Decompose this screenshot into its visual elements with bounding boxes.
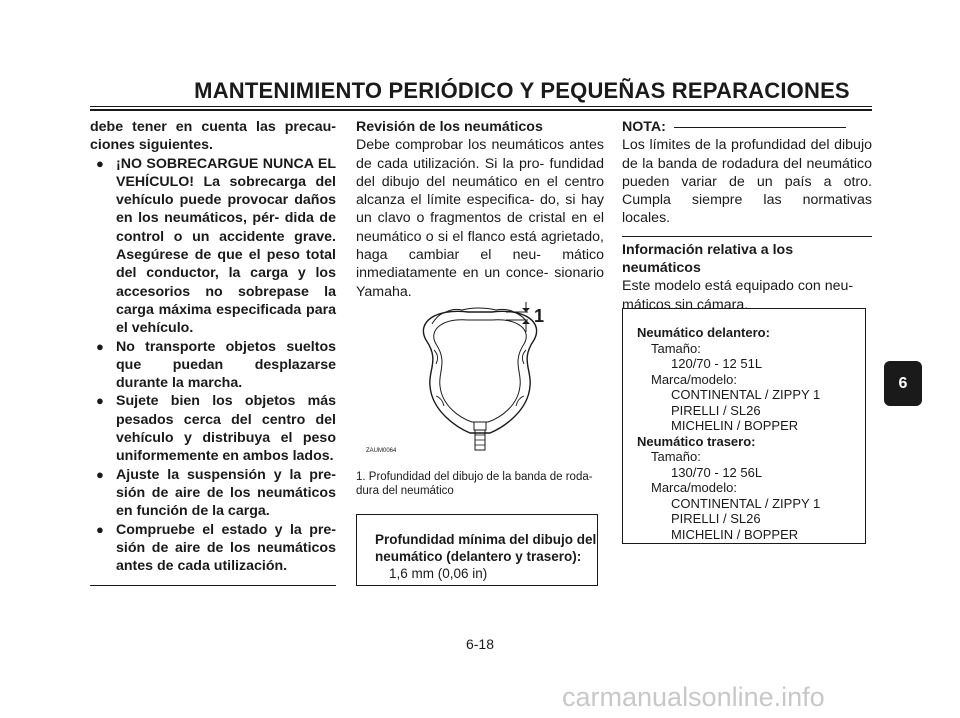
nota-text: Los límites de la profundidad del dibujo de la banda de rodadura del neumático pueden variar de un país a otro. Cumpla siempre las normativas locales. <box>622 137 872 227</box>
list-item <box>96 155 336 338</box>
front-brand-item: MICHELIN / BOPPER <box>671 418 799 433</box>
front-tire-title: Neumático delantero: <box>637 325 770 340</box>
bullet-icon: ● <box>96 338 104 354</box>
bullet-icon: ● <box>96 466 104 482</box>
column-tire-check <box>356 118 604 301</box>
bullet-icon: ● <box>96 521 104 537</box>
column-tire-info <box>622 118 872 314</box>
watermark: carmanualsonline.info <box>562 682 825 712</box>
list-item-text: No transporte objetos sueltos que puedan desplazarse durante la marcha. <box>116 338 336 392</box>
tire-info-title: Información relativa a los neumáticos <box>622 241 794 277</box>
section-title: Revisión de los neumáticos <box>356 119 543 135</box>
rear-brand-item: PIRELLI / SL26 <box>671 511 761 526</box>
rear-tire-title: Neumático trasero: <box>637 433 756 449</box>
rear-size-value: 130/70 - 12 56L <box>671 464 763 480</box>
nota-end-rule <box>622 236 872 237</box>
front-size-label: Tamaño: <box>651 340 701 356</box>
front-brand-label: Marca/modelo: <box>651 371 737 387</box>
front-size-value: 120/70 - 12 51L <box>671 356 763 371</box>
list-item-text: Sujete bien los objetos más pesados cerca del centro del vehículo y distribuya el peso uniformemente en ambos lados. <box>116 393 336 465</box>
list-item <box>96 392 336 465</box>
page-header-title: MANTENIMIENTO PERIÓDICO Y PEQUEÑAS REPARACIONES <box>194 78 850 103</box>
rear-brand-item: CONTINENTAL / ZIPPY 1 <box>671 495 821 511</box>
section-end-rule <box>90 585 336 586</box>
figure-caption: 1. Profundidad del dibujo de la banda de roda- dura del neumático <box>356 471 593 497</box>
list-item <box>96 338 336 393</box>
bullet-icon: ● <box>96 393 104 409</box>
figure-callout-label: 1 <box>534 306 545 326</box>
list-item-text: ¡NO SOBRECARGUE NUNCA EL VEHÍCULO! La sobrecarga del vehículo puede provocar daños en los neumáticos, pér- dida de control o un accidente grave. Asegúrese de que el peso total del conductor, la carga y los accesorios no sobrepase la carga máxima especificada para el vehículo. <box>116 155 336 337</box>
rear-brand-item: MICHELIN / BOPPER <box>671 526 799 542</box>
tire-spec-box <box>622 308 866 544</box>
list-item <box>96 521 336 576</box>
front-brand-item: CONTINENTAL / ZIPPY 1 <box>671 387 821 402</box>
column-precautions <box>90 118 336 586</box>
page-number: 6-18 <box>465 636 495 652</box>
section-body: Debe comprobar los neumáticos antes de cada utilización. Si la pro- fundidad del dibujo del neumático en el centro alcanza el límite especifica- do, si hay un clavo o fragmentos de cristal en el neumático o si el flanco está agrietado, haga cambiar el neu- mático inmediatamente en un conce- sionario Yamaha. <box>356 137 604 300</box>
tire-tread-diagram <box>356 300 604 465</box>
min-tread-depth-title: Profundidad mínima del dibujo del neumático (delantero y trasero): <box>375 532 597 564</box>
list-item <box>96 466 336 521</box>
header-rule-thick <box>90 109 872 111</box>
min-tread-depth-value: 1,6 mm (0,06 in) <box>389 566 488 581</box>
bullet-icon: ● <box>96 155 104 171</box>
header-rule <box>90 106 872 107</box>
list-item-text: Compruebe el estado y la pre- sión de aire de los neumáticos antes de cada utilización. <box>116 521 336 575</box>
nota-label: NOTA: <box>622 119 666 135</box>
precautions-intro: debe tener en cuenta las precau- ciones siguientes. <box>90 119 336 154</box>
rear-brand-label: Marca/modelo: <box>651 480 737 495</box>
front-brand-item: PIRELLI / SL26 <box>671 402 761 418</box>
nota-rule <box>674 127 846 128</box>
figure-code: ZAUM0064 <box>366 448 397 454</box>
tire-info-text: Este modelo está equipado con neu- máticos sin cámara. <box>622 278 854 313</box>
chapter-tab[interactable]: 6 <box>884 361 922 406</box>
rear-size-label: Tamaño: <box>651 449 701 464</box>
list-item-text: Ajuste la suspensión y la pre- sión de aire de los neumáticos en función de la carga. <box>116 466 336 520</box>
min-tread-depth-box <box>356 514 598 586</box>
